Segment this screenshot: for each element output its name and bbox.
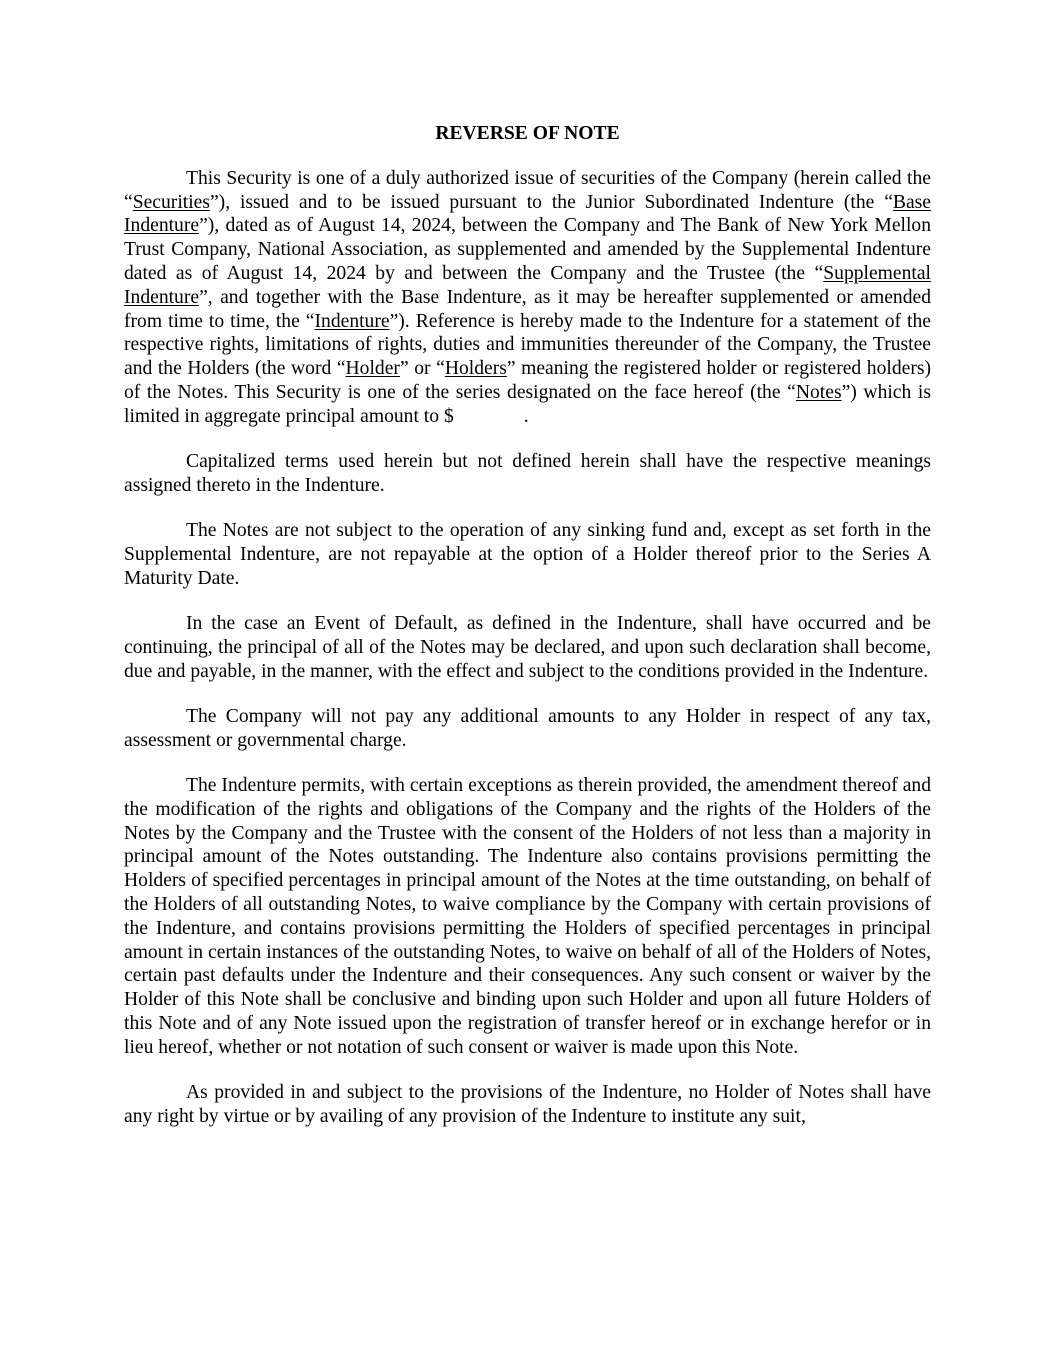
paragraph-capitalized-terms: Capitalized terms used herein but not defined herein shall have the respective meanings assigned thereto in the Indenture. bbox=[124, 451, 931, 496]
document-page bbox=[124, 122, 931, 1129]
paragraph-additional-amounts: The Company will not pay any additional amounts to any Holder in respect of any tax, assessment or governmental charge. bbox=[124, 705, 931, 751]
text-run: ”), issued and to be issued pursuant to the Junior Subordinated Indenture (the “ bbox=[209, 191, 893, 213]
text-run: . bbox=[523, 405, 529, 427]
defined-term-indenture-full: Indenture bbox=[314, 310, 390, 332]
paragraph-amendment: The Indenture permits, with certain exceptions as therein provided, the amendment thereof and the modification of the rights and obligations of the Company and the rights of the Holders of the Notes by the Company and the Trustee with the consent of the Holders of not less than a majority in principal amount of the Notes outstanding. The Indenture also contains provisions permitting the Holders of specified percentages in principal amount of the Notes at the time outstanding, on behalf of the Holders of all outstanding Notes, to waive compliance by the Company with certain provisions of the Indenture, and contains provisions permitting the Holders of specified percentages in principal amount in certain instances of the outstanding Notes, to waive on behalf of all of the Holders of Notes, certain past defaults under the Indenture and their consequences. Any such consent or waiver by the Holder of this Note shall be conclusive and binding upon such Holder and upon all future Holders of this Note and of any Note issued upon the registration of transfer hereof or in exchange herefor or in lieu hereof, whether or not notation of such consent or waiver is made upon this Note. bbox=[124, 775, 931, 1058]
paragraph-event-of-default: In the case an Event of Default, as defined in the Indenture, shall have occurred and be continuing, the principal of all of the Notes may be declared, and upon such declaration shall become, due and payable, in the manner, with the effect and subject to the conditions provided in the Indenture. bbox=[124, 613, 931, 682]
page-title: REVERSE OF NOTE bbox=[435, 123, 620, 144]
paragraph-security-description bbox=[124, 167, 931, 429]
defined-term-securities: Securities bbox=[132, 191, 210, 213]
defined-term-notes: Notes bbox=[795, 381, 842, 403]
defined-term-base: Base bbox=[892, 191, 931, 213]
paragraph-sinking-fund: The Notes are not subject to the operation of any sinking fund and, except as set forth in the Supplemental Indenture, are not repayable at the option of a Holder thereof prior to the Series A Maturity Date. bbox=[124, 520, 931, 589]
text-run: This Security is one of a duly authorized issue of securities of the Company (herein called the “ bbox=[124, 167, 931, 213]
defined-term-indenture: Indenture bbox=[124, 215, 200, 237]
defined-term-supplemental-indenture: Supplemental Indenture bbox=[124, 262, 931, 308]
text-run: ” or “ bbox=[399, 358, 445, 380]
text-run: ”, and together with the Base Indenture, as it may be hereafter supplemented or amended from time to time, the “ bbox=[124, 286, 931, 332]
paragraph-holder-rights: As provided in and subject to the provisions of the Indenture, no Holder of Notes shall have any right by virtue or by availing of any provision of the Indenture to institute any suit, bbox=[124, 1082, 931, 1127]
text-run: ”), dated as of August 14, 2024, between the Company and The Bank of New York Mellon Trust Company, National Association, as supplemented and amended by the Supplemental Indenture dated as of August 14, 2024 by and between the Company and the Trustee (the “ bbox=[124, 215, 931, 284]
text-run: ” meaning the registered holder or registered holders) of the Notes. This Security is one of the series designated on the face hereof (the “ bbox=[124, 358, 932, 403]
text-run: ”). Reference is hereby made to the Indenture for a statement of the respective rights, limitations of rights, duties and immunities thereunder of the Company, the Trustee and the Holders (the word “ bbox=[124, 310, 931, 380]
text-run: ”) which is limited in aggregate principal amount to $ bbox=[124, 381, 931, 427]
defined-term-holder: Holder bbox=[345, 358, 400, 380]
defined-term-holders: Holders bbox=[444, 358, 507, 380]
